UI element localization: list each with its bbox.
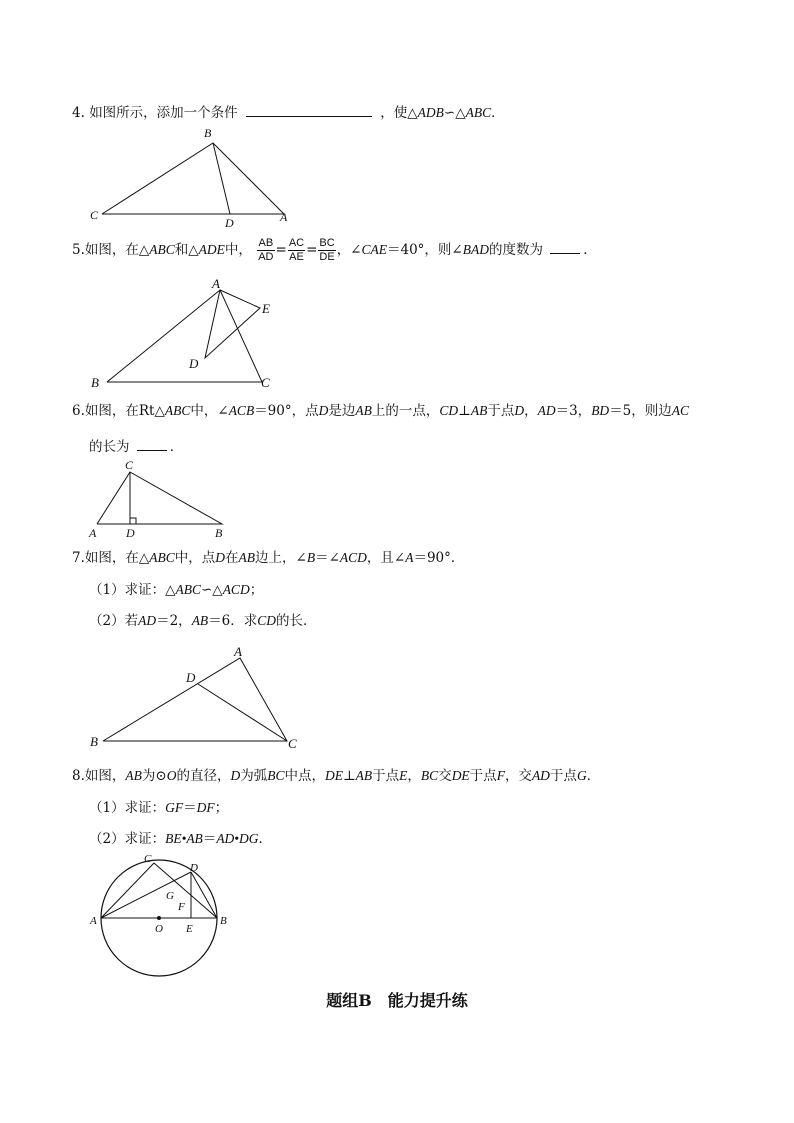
q8-t5: 中点，: [284, 768, 325, 784]
q6-ad-val: ＝3，: [555, 403, 592, 419]
q8-p1-a: （1）求证：: [89, 800, 166, 816]
q4-number: 4.: [72, 105, 85, 121]
q8-t7: 交: [438, 768, 452, 784]
question-5: [72, 236, 597, 264]
q6-answer-blank[interactable]: [137, 436, 167, 451]
q7-t2: 中，点: [174, 550, 216, 566]
question-6: [72, 402, 689, 420]
q6-ab2: AB: [470, 403, 488, 418]
q8-p1-gf: GF: [165, 800, 184, 815]
q8-de2: DE: [451, 768, 470, 783]
q5-end: ．: [583, 242, 597, 258]
q5-ade: ADE: [198, 242, 225, 257]
q5-answer-blank[interactable]: [550, 239, 580, 254]
question-8-part2: [89, 830, 272, 848]
q6-acb: ACB: [228, 403, 255, 418]
q6-ad: AD: [537, 403, 556, 418]
q4-label-d: D: [225, 216, 234, 230]
q5-label-b: B: [91, 375, 99, 390]
q7-label-a: A: [234, 644, 242, 659]
q5-zhong: 中，: [224, 242, 252, 258]
q7-t4: 边上，∠: [255, 550, 307, 566]
q8-label-d: D: [190, 862, 198, 874]
q7-label-b: B: [90, 734, 98, 749]
question-8: [72, 767, 600, 785]
q8-t8: 于点: [469, 768, 497, 784]
q7-a: A: [405, 550, 414, 565]
q5-frac3-den: DE: [319, 251, 335, 263]
q7-label-d: D: [186, 670, 196, 685]
q8-bc2: BC: [420, 768, 439, 783]
question-7-part2: [89, 612, 317, 630]
q8-figure: [85, 852, 245, 982]
q8-perp: ⊥: [342, 768, 356, 784]
q6-label-d: D: [126, 526, 135, 540]
q6-label-b: B: [215, 526, 223, 540]
q7-p2-b: ＝2，: [156, 613, 192, 629]
q5-label-d: D: [189, 356, 199, 371]
q7-abc: ABC: [149, 550, 175, 565]
q7-p1-acd: ACD: [222, 582, 250, 597]
q7-t6: ，且∠: [366, 550, 406, 566]
q8-label-g: G: [166, 890, 174, 902]
q6-bd-val: ＝5，则边: [609, 403, 672, 419]
q6-figure: [85, 456, 245, 544]
q6-t3: ＝90°，点: [254, 403, 319, 419]
q7-b: B: [306, 550, 316, 565]
q7-p2-d: 的长．: [276, 613, 317, 629]
q5-eq1: =: [275, 242, 287, 258]
q5-label-c: C: [261, 375, 270, 390]
q8-ab: AB: [125, 768, 142, 783]
q5-angle-val: ＝40°，则∠: [387, 242, 463, 258]
q8-g: G: [576, 768, 587, 783]
q7-p2-ab: AB: [191, 613, 209, 628]
q5-frac2-num: AC: [288, 237, 305, 249]
q5-label-e: E: [262, 301, 270, 316]
q4-label-a: A: [280, 210, 288, 224]
q7-p1-abc: ABC: [175, 582, 201, 597]
q6-label-a: A: [89, 526, 97, 540]
q8-p2-b: ＝: [202, 831, 217, 847]
q5-angle-pre: ，∠: [336, 242, 362, 258]
q7-p2-cd: CD: [257, 613, 277, 628]
q8-p2-a: （2）求证：: [89, 831, 166, 847]
q4-text-b: ，使△: [380, 105, 418, 121]
q6-end: ．: [169, 439, 184, 455]
q8-f: F: [496, 768, 505, 783]
q8-o: O: [166, 768, 177, 783]
q5-angle-name: CAE: [361, 242, 387, 257]
question-7-part1: [89, 581, 263, 599]
q5-text-end: 的度数为: [489, 242, 543, 258]
q4-figure: [80, 125, 300, 230]
q5-frac3-num: BC: [319, 237, 335, 249]
q4-answer-blank[interactable]: [246, 102, 372, 117]
q8-t1: 如图，: [84, 768, 126, 784]
question-8-part1: [89, 799, 228, 817]
q8-label-a: A: [90, 915, 97, 927]
q5-label-a: A: [212, 276, 220, 291]
q8-ad: AD: [531, 768, 550, 783]
q7-p2-c: ＝6．求: [208, 613, 258, 629]
q7-p1-end: ；: [249, 582, 264, 598]
q5-eq2: =: [306, 242, 318, 258]
q6-t2: 中，∠: [190, 403, 229, 419]
q6-bd: BD: [591, 403, 610, 418]
q4-sim: ∽△: [443, 105, 466, 121]
q6-d2: D: [514, 403, 525, 418]
q6-ac: AC: [671, 403, 690, 418]
q7-p1-a: （1）求证：△: [89, 582, 176, 598]
q8-number: 8.: [72, 768, 85, 784]
q8-p1-b: ＝: [183, 800, 197, 816]
q5-fraction-ab-ad: [257, 237, 274, 264]
q6-d: D: [318, 403, 329, 418]
q7-figure: [85, 642, 315, 754]
q5-fraction-ac-ae: [288, 237, 305, 264]
q8-t10: 于点: [549, 768, 577, 784]
q8-label-o: O: [155, 923, 163, 935]
q5-frac1-num: AB: [258, 237, 274, 249]
q4-tri2: ABC: [465, 105, 492, 120]
q8-t11: ．: [586, 768, 601, 784]
q8-label-e: E: [186, 923, 193, 935]
q7-ab: AB: [238, 550, 256, 565]
q8-bc: BC: [267, 768, 285, 783]
q5-fraction-bc-de: [318, 237, 335, 264]
question-4: [72, 102, 505, 122]
q4-text: 如图所示，添加一个条件: [89, 105, 238, 121]
question-7: [72, 549, 464, 567]
q8-label-c: C: [144, 853, 152, 865]
q8-t4: 为弧: [240, 768, 268, 784]
q7-t3: 在: [225, 550, 239, 566]
q8-p1-end: ；: [214, 800, 229, 816]
q5-figure: [85, 273, 285, 393]
q6-t4: 是边: [328, 403, 356, 419]
q4-end: ．: [491, 105, 505, 121]
q5-bad: BAD: [462, 242, 489, 257]
q5-frac2-den: AE: [289, 251, 304, 263]
q7-acd: ACD: [339, 550, 367, 565]
q6-comma: ，: [524, 403, 538, 419]
q8-p1-df: DF: [196, 800, 215, 815]
q8-t6: 于点: [372, 768, 400, 784]
q8-t9: ，交: [504, 768, 532, 784]
q8-p2-end: ．: [258, 831, 273, 847]
q7-d: D: [215, 550, 226, 565]
q7-t5: ＝∠: [315, 550, 340, 566]
q5-frac1-den: AD: [258, 251, 274, 263]
q8-label-f: F: [178, 901, 185, 913]
q6-t1: 如图，在Rt△: [84, 403, 165, 419]
q8-d: D: [230, 768, 241, 783]
q8-e: E: [399, 768, 408, 783]
q6-perp: ⊥: [458, 403, 471, 419]
q8-label-b: B: [220, 915, 227, 927]
q6-ab: AB: [355, 403, 372, 418]
q8-ab2: AB: [355, 768, 373, 783]
q5-and: 和△: [174, 242, 199, 258]
q6-number: 6.: [72, 403, 85, 419]
q7-p1-sim: ∽△: [200, 582, 223, 598]
section-heading: 题组B 能力提升练: [326, 991, 468, 1010]
q5-abc: ABC: [149, 242, 175, 257]
q7-number: 7.: [72, 550, 85, 566]
q5-text-a: 如图，在△: [84, 242, 150, 258]
q5-number: 5.: [72, 242, 85, 258]
q7-label-c: C: [288, 736, 297, 751]
q4-tri1: ADB: [417, 105, 444, 120]
q7-p2-a: （2）若: [89, 613, 139, 629]
q8-t2: 为⊙: [141, 768, 167, 784]
q7-t7: ＝90°．: [413, 550, 465, 566]
q8-comma1: ，: [407, 768, 421, 784]
q4-label-c: C: [90, 208, 99, 222]
q8-p2-expr2: AD•DG: [216, 831, 259, 846]
q7-p2-ad: AD: [138, 613, 157, 628]
q6-line2: 的长为: [89, 439, 130, 455]
question-6-line2: [89, 436, 183, 456]
q7-t1: 如图，在△: [84, 550, 150, 566]
q4-label-b: B: [204, 126, 212, 140]
q6-label-c: C: [125, 458, 134, 472]
q8-de: DE: [324, 768, 343, 783]
q8-t3: 的直径，: [176, 768, 231, 784]
q6-t5: 上的一点，: [371, 403, 440, 419]
q8-p2-expr1: BE•AB: [165, 831, 203, 846]
q6-cd: CD: [439, 403, 459, 418]
q6-abc: ABC: [164, 403, 191, 418]
q6-t6: 于点: [487, 403, 515, 419]
